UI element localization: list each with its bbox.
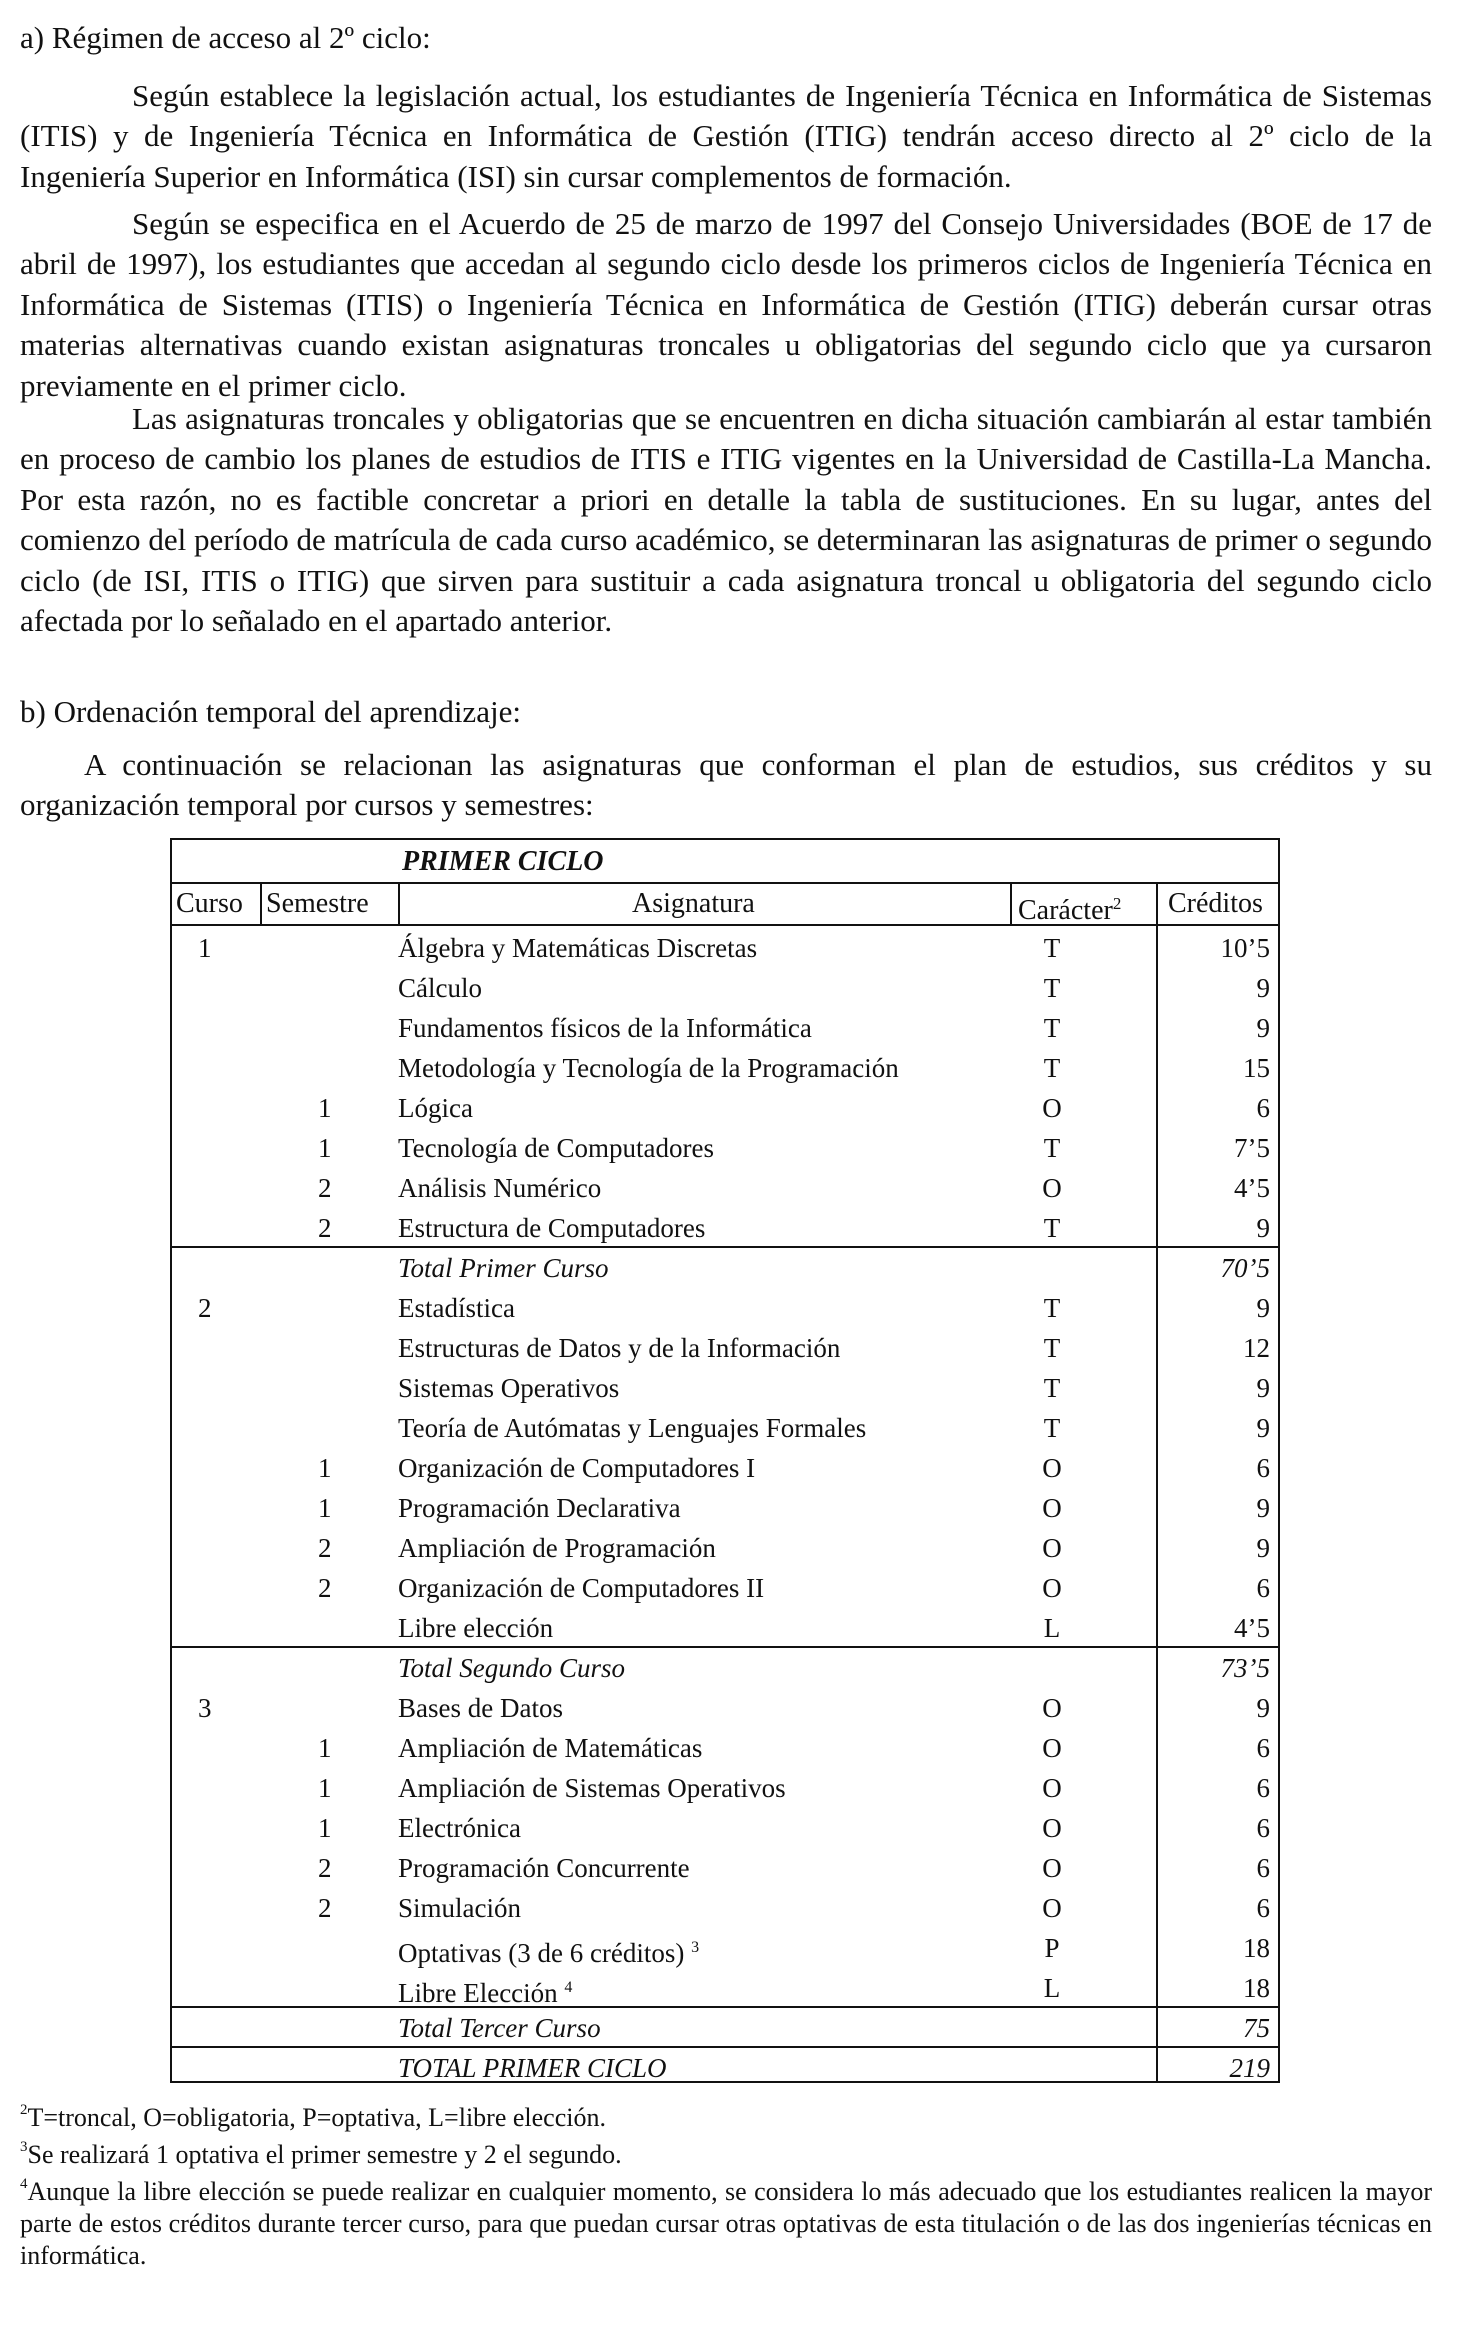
header-divider (260, 884, 262, 924)
cell-asignatura: Sistemas Operativos (398, 1373, 620, 1403)
cell-semestre: 2 (318, 1173, 332, 1203)
paragraph-access-3: Las asignaturas troncales y obligatorias que se encuentren en dicha situación cambiarán al estar también en proceso de cambio los planes de estudios de ITIS e ITIG vigentes en la Universidad de Castilla-La Mancha. Por esta razón, no es factible concretar a priori en detalle la tabla de sustituciones. En su lugar, antes del comienzo del período de matrícula de cada curso académico, se determinaran las asignaturas de primer o segundo ciclo (de ISI, ITIS o ITIG) que sirven para sustituir a cada asignatura troncal u obligatoria del segundo ciclo afectada por lo señalado en el apartado anterior. (20, 401, 1432, 639)
cell-creditos: 6 (1256, 1093, 1270, 1123)
cell-curso: 2 (198, 1293, 212, 1323)
cell-creditos: 4’5 (1234, 1173, 1270, 1203)
cell-semestre (318, 1048, 348, 1088)
cell-caracter: O (1042, 1853, 1062, 1883)
cell-asignatura: Programación Declarativa (398, 1493, 681, 1523)
total-value: 70’5 (1220, 1253, 1270, 1283)
cell-caracter: O (1042, 1773, 1062, 1803)
cell-caracter: O (1042, 1573, 1062, 1603)
header-divider (1156, 884, 1158, 924)
total-rule (172, 2046, 1278, 2048)
cell-caracter: P (1044, 1933, 1060, 1963)
cell-creditos: 9 (1256, 1493, 1270, 1523)
total-label: Total Tercer Curso (398, 2013, 601, 2043)
cell-creditos: 6 (1256, 1853, 1270, 1883)
cell-caracter: O (1042, 1173, 1062, 1203)
cell-semestre: 2 (318, 1213, 332, 1243)
cell-asignatura: Programación Concurrente (398, 1853, 690, 1883)
cell-creditos: 10’5 (1220, 933, 1270, 963)
cell-creditos: 12 (1243, 1333, 1270, 1363)
cell-semestre (318, 1408, 348, 1448)
cell-asignatura: Optativas (3 de 6 créditos) $^3$ (398, 1938, 700, 1968)
footnote-2: $^2$T=troncal, O=obligatoria, P=optativa, L=libre elección. (20, 2102, 606, 2132)
cell-semestre: 1 (318, 1453, 332, 1483)
cell-caracter: T (1043, 933, 1061, 963)
cell-curso (198, 1088, 228, 1128)
cell-semestre (318, 1288, 348, 1328)
cell-semestre (318, 1968, 348, 2008)
cell-creditos: 15 (1243, 1053, 1270, 1083)
cell-caracter: O (1042, 1453, 1062, 1483)
cell-asignatura: Estadística (398, 1293, 515, 1323)
cell-asignatura: Organización de Computadores I (398, 1453, 756, 1483)
total-value: 219 (1229, 2053, 1270, 2083)
cell-creditos: 6 (1256, 1893, 1270, 1923)
cell-creditos: 9 (1256, 1013, 1270, 1043)
cell-creditos: 9 (1256, 1293, 1270, 1323)
cell-creditos: 9 (1256, 1213, 1270, 1243)
cell-caracter: L (1043, 1973, 1061, 2003)
cell-creditos: 6 (1256, 1453, 1270, 1483)
cell-caracter: T (1043, 1053, 1061, 1083)
total-value: 73’5 (1220, 1653, 1270, 1683)
cell-creditos: 6 (1256, 1733, 1270, 1763)
total-rule (172, 2006, 1278, 2008)
cell-semestre (318, 968, 348, 1008)
cell-caracter: T (1043, 1293, 1061, 1323)
cell-asignatura: Ampliación de Matemáticas (398, 1733, 703, 1763)
cell-creditos: 9 (1256, 1693, 1270, 1723)
cell-curso (198, 1168, 228, 1208)
header-caracter: Carácter$^2$ (1018, 894, 1122, 926)
total-rule (172, 1646, 1278, 1648)
cell-curso (198, 1328, 228, 1368)
cell-semestre: 2 (318, 1893, 332, 1923)
cell-caracter: O (1042, 1493, 1062, 1523)
cell-caracter: T (1043, 1413, 1061, 1443)
cell-asignatura: Libre Elección $^4$ (398, 1978, 573, 2008)
header-creditos: Créditos (1168, 888, 1263, 919)
cell-semestre: 2 (318, 1853, 332, 1883)
cell-asignatura: Análisis Numérico (398, 1173, 602, 1203)
cell-asignatura: Libre elección (398, 1613, 554, 1643)
cell-creditos: 6 (1256, 1813, 1270, 1843)
cell-curso (198, 1768, 228, 1808)
cell-curso (198, 1728, 228, 1768)
cell-asignatura: Tecnología de Computadores (398, 1133, 715, 1163)
cell-curso (198, 1528, 228, 1568)
cell-curso (198, 1128, 228, 1168)
paragraph-access-1: Según establece la legislación actual, los estudiantes de Ingeniería Técnica en Informática de Sistemas (ITIS) y de Ingeniería Técnica en Informática de Gestión (ITIG) tendrán acceso directo al 2º ciclo de la Ingeniería Superior en Informática (ISI) sin cursar complementos de formación. (20, 78, 1432, 194)
header-divider (1010, 884, 1012, 924)
section-a-heading: a) Régimen de acceso al 2º ciclo: (20, 20, 431, 55)
cell-semestre (318, 1008, 348, 1048)
cell-creditos: 9 (1256, 973, 1270, 1003)
cell-curso (198, 1888, 228, 1928)
section-b-heading: b) Ordenación temporal del aprendizaje: (20, 694, 521, 729)
cell-curso: 3 (198, 1693, 212, 1723)
cell-caracter: O (1042, 1813, 1062, 1843)
cell-asignatura: Estructuras de Datos y de la Información (398, 1333, 841, 1363)
cell-semestre: 1 (318, 1133, 332, 1163)
cell-asignatura: Simulación (398, 1893, 521, 1923)
cell-semestre (318, 1688, 348, 1728)
cell-asignatura: Bases de Datos (398, 1693, 563, 1723)
cell-asignatura: Organización de Computadores II (398, 1573, 765, 1603)
cell-creditos: 6 (1256, 1773, 1270, 1803)
cell-creditos: 4’5 (1234, 1613, 1270, 1643)
cell-asignatura: Electrónica (398, 1813, 521, 1843)
cell-creditos: 18 (1243, 1933, 1270, 1963)
cell-curso (198, 1208, 228, 1248)
cell-caracter: T (1043, 1013, 1061, 1043)
cell-asignatura: Teoría de Autómatas y Lenguajes Formales (398, 1413, 867, 1443)
cell-caracter: O (1042, 1893, 1062, 1923)
header-curso: Curso (176, 888, 243, 919)
cell-semestre: 1 (318, 1493, 332, 1523)
cell-caracter: T (1043, 973, 1061, 1003)
cell-creditos: 9 (1256, 1413, 1270, 1443)
cell-curso (198, 1488, 228, 1528)
study-plan-table (170, 838, 1280, 2083)
cell-curso (198, 1808, 228, 1848)
header-semestre: Semestre (266, 888, 369, 919)
cell-creditos: 18 (1243, 1973, 1270, 2003)
cell-asignatura: Álgebra y Matemáticas Discretas (398, 933, 758, 963)
cell-semestre: 1 (318, 1773, 332, 1803)
cell-curso (198, 1008, 228, 1048)
cell-creditos: 6 (1256, 1573, 1270, 1603)
cell-semestre: 2 (318, 1533, 332, 1563)
footnote-4: $^4$Aunque la libre elección se puede realizar en cualquier momento, se considera lo más adecuado que los estudiantes realicen la mayor parte de estos créditos durante tercer curso, para que puedan cursar otras optativas de esta titulación o de las dos ingenierías técnicas en informática. (20, 2176, 1432, 2270)
cell-curso (198, 1448, 228, 1488)
cell-semestre: 2 (318, 1573, 332, 1603)
cell-curso (198, 1368, 228, 1408)
cell-caracter: O (1042, 1733, 1062, 1763)
cell-asignatura: Fundamentos físicos de la Informática (398, 1013, 812, 1043)
cell-caracter: T (1043, 1213, 1061, 1243)
cell-asignatura: Estructura de Computadores (398, 1213, 706, 1243)
cell-semestre: 1 (318, 1093, 332, 1123)
cell-curso (198, 1568, 228, 1608)
cell-caracter: L (1043, 1613, 1061, 1643)
cell-semestre (318, 928, 348, 968)
total-label: TOTAL PRIMER CICLO (398, 2053, 667, 2083)
cell-creditos: 9 (1256, 1373, 1270, 1403)
cell-semestre (318, 1928, 348, 1968)
cell-semestre (318, 1328, 348, 1368)
footnote-3: $^3$Se realizará 1 optativa el primer semestre y 2 el segundo. (20, 2139, 622, 2169)
cell-caracter: O (1042, 1533, 1062, 1563)
table-title: PRIMER CICLO (402, 846, 604, 877)
cell-asignatura: Lógica (398, 1093, 473, 1123)
cell-asignatura: Ampliación de Programación (398, 1533, 716, 1563)
header-asignatura: Asignatura (632, 888, 755, 919)
cell-asignatura: Metodología y Tecnología de la Programación (398, 1053, 899, 1083)
cell-curso: 1 (198, 933, 212, 963)
creditos-column-rule (1156, 924, 1158, 2082)
cell-curso (198, 1048, 228, 1088)
cell-caracter: T (1043, 1133, 1061, 1163)
total-label: Total Primer Curso (398, 1253, 609, 1283)
cell-asignatura: Cálculo (398, 973, 482, 1003)
paragraph-intro: A continuación se relacionan las asignaturas que conforman el plan de estudios, sus créditos y su organización temporal por cursos y semestres: (20, 747, 1432, 823)
cell-semestre: 1 (318, 1733, 332, 1763)
cell-creditos: 7’5 (1234, 1133, 1270, 1163)
cell-asignatura: Ampliación de Sistemas Operativos (398, 1773, 786, 1803)
cell-caracter: O (1042, 1693, 1062, 1723)
cell-caracter: T (1043, 1373, 1061, 1403)
cell-curso (198, 1608, 228, 1648)
cell-caracter: T (1043, 1333, 1061, 1363)
cell-semestre (318, 1368, 348, 1408)
total-value: 75 (1243, 2013, 1270, 2043)
cell-semestre: 1 (318, 1813, 332, 1843)
cell-creditos: 9 (1256, 1533, 1270, 1563)
cell-curso (198, 1968, 228, 2008)
total-rule (172, 1246, 1278, 1248)
cell-caracter: O (1042, 1093, 1062, 1123)
header-divider (398, 884, 400, 924)
cell-semestre (318, 1608, 348, 1648)
cell-curso (198, 1848, 228, 1888)
cell-curso (198, 1928, 228, 1968)
paragraph-access-2: Según se especifica en el Acuerdo de 25 de marzo de 1997 del Consejo Universidades (BOE de 17 de abril de 1997), los estudiantes que accedan al segundo ciclo desde los primeros ciclos de Ingeniería Técnica en Informática de Sistemas (ITIS) o Ingeniería Técnica en Informática de Gestión (ITIG) deberán cursar otras materias alternativas cuando existan asignaturas troncales u obligatorias del segundo ciclo que ya cursaron previamente en el primer ciclo. (20, 206, 1432, 403)
total-label: Total Segundo Curso (398, 1653, 626, 1683)
cell-curso (198, 968, 228, 1008)
cell-curso (198, 1408, 228, 1448)
